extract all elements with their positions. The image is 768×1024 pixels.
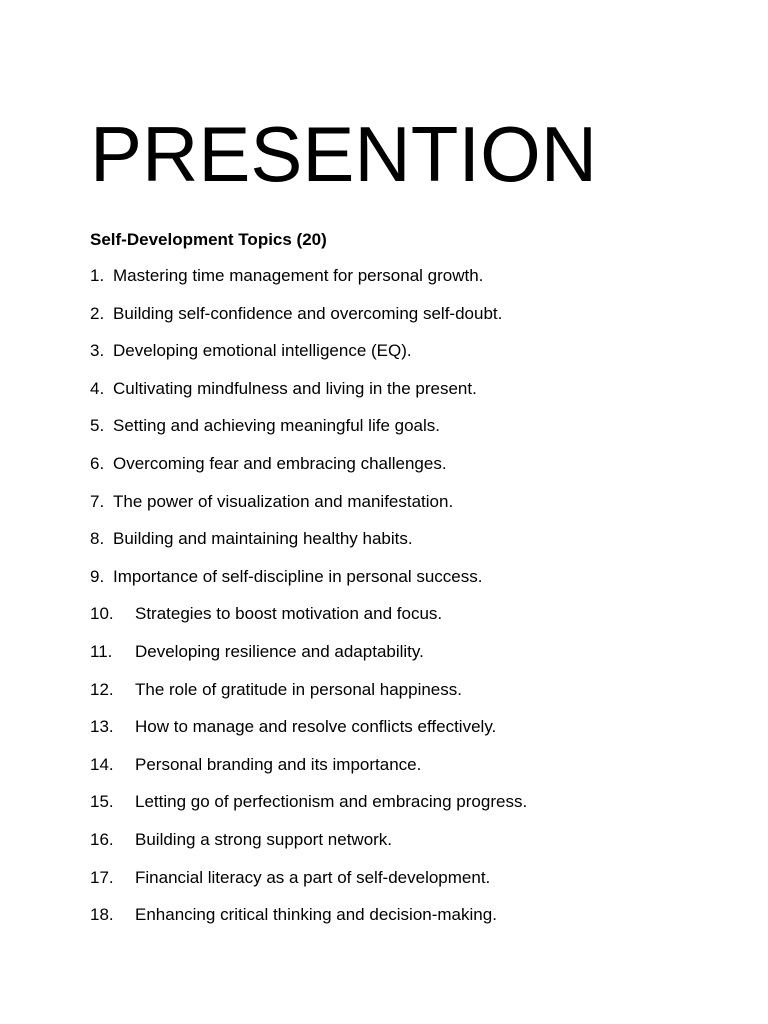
- list-item: [90, 565, 527, 603]
- list-text: Setting and achieving meaningful life goals.: [113, 416, 440, 436]
- list-number: 6.: [90, 453, 105, 473]
- list-item: [90, 377, 527, 415]
- list-item: [90, 828, 527, 866]
- list-number: 5.: [90, 416, 105, 436]
- list-text: Building a strong support network.: [135, 829, 393, 849]
- list-text: Strategies to boost motivation and focus.: [135, 604, 443, 624]
- list-item: [90, 452, 527, 490]
- list-item: [90, 640, 527, 678]
- list-text: Importance of self-discipline in personal success.: [113, 566, 483, 586]
- list-item: [90, 678, 527, 716]
- list-text: Overcoming fear and embracing challenges.: [113, 453, 447, 473]
- page-title: PRESENTION: [90, 110, 598, 198]
- list-number: 11.: [90, 641, 113, 661]
- list-item: [90, 602, 527, 640]
- list-item: [90, 302, 527, 340]
- list-text: How to manage and resolve conflicts effectively.: [135, 717, 497, 737]
- list-text: Building and maintaining healthy habits.: [113, 529, 413, 549]
- list-item: [90, 715, 527, 753]
- list-item: [90, 339, 527, 377]
- list-text: Cultivating mindfulness and living in the present.: [113, 378, 477, 398]
- list-text: Developing emotional intelligence (EQ).: [113, 341, 412, 361]
- list-number: 12.: [90, 679, 114, 699]
- list-number: 1.: [90, 266, 105, 285]
- list-number: 7.: [90, 491, 105, 511]
- list-number: 14.: [90, 754, 114, 774]
- list-text: The role of gratitude in personal happiness.: [135, 679, 462, 699]
- list-text: The power of visualization and manifestation.: [113, 491, 454, 511]
- list-number: 13.: [90, 717, 114, 737]
- list-text: Developing resilience and adaptability.: [135, 641, 424, 661]
- list-number: 15.: [90, 792, 114, 812]
- list-number: 10.: [90, 604, 114, 624]
- list-number: 4.: [90, 378, 105, 398]
- list-number: 2.: [90, 303, 105, 323]
- list-text: Enhancing critical thinking and decision-making.: [135, 905, 497, 925]
- list-text: Financial literacy as a part of self-development.: [135, 867, 491, 887]
- list-number: 18.: [90, 905, 114, 925]
- topic-list: [90, 264, 527, 941]
- list-text: Letting go of perfectionism and embracing progress.: [135, 792, 528, 812]
- list-item: [90, 414, 527, 452]
- list-item: [90, 490, 527, 528]
- list-number: 16.: [90, 829, 114, 849]
- list-number: 8.: [90, 529, 105, 549]
- list-text: Building self-confidence and overcoming self-doubt.: [113, 303, 503, 323]
- list-text: Mastering time management for personal growth.: [113, 266, 484, 285]
- section-heading: Self-Development Topics (20): [90, 230, 327, 249]
- list-item: [90, 264, 527, 302]
- list-item: [90, 790, 527, 828]
- list-number: 9.: [90, 566, 105, 586]
- list-item: [90, 527, 527, 565]
- list-text: Personal branding and its importance.: [135, 754, 422, 774]
- list-item: [90, 866, 527, 904]
- list-item: [90, 753, 527, 791]
- list-item: [90, 903, 527, 941]
- list-number: 17.: [90, 867, 114, 887]
- list-number: 3.: [90, 341, 105, 361]
